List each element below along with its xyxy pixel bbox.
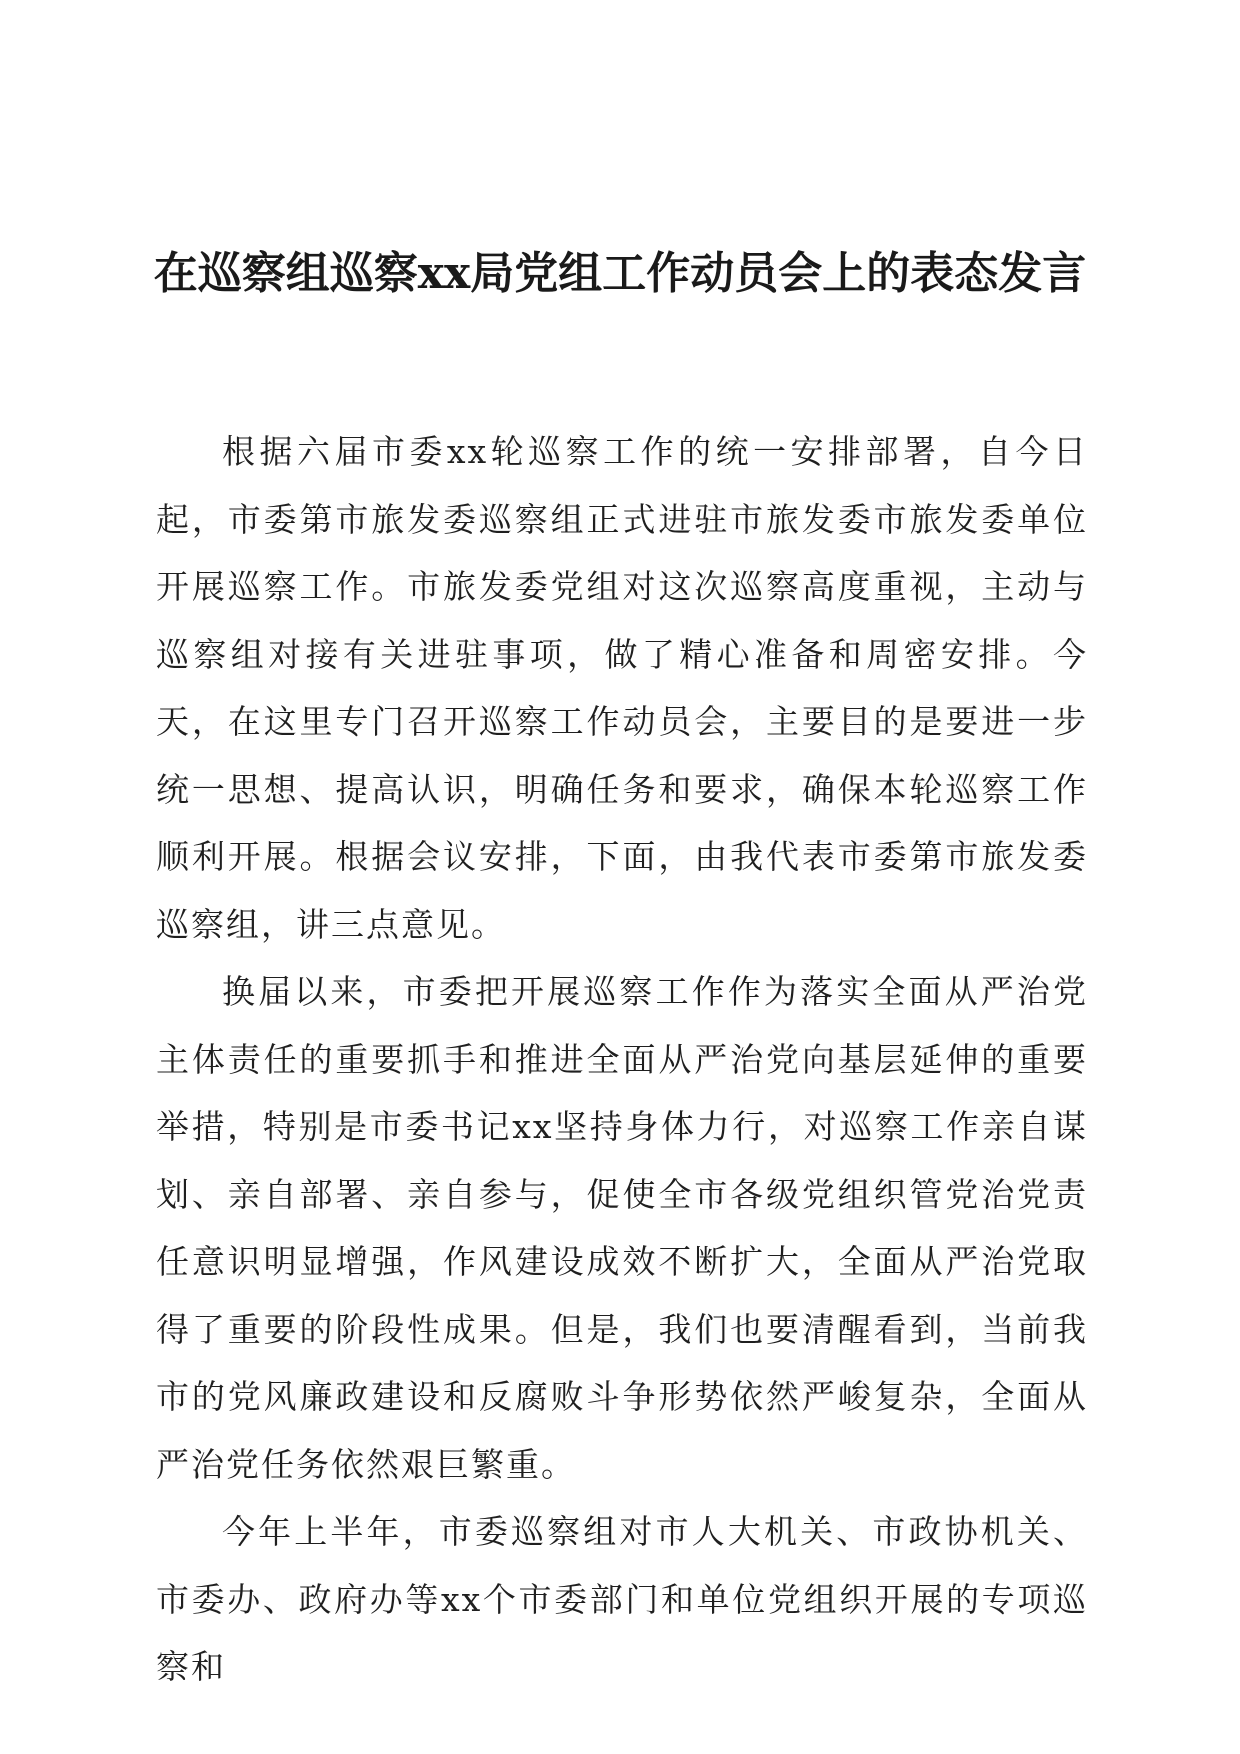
paragraph-2: 换届以来，市委把开展巡察工作作为落实全面从严治党主体责任的重要抓手和推进全面从严治党向基层延伸的重要举措，特别是市委书记xx坚持身体力行，对巡察工作亲自谋划、亲自部署、亲自参与，促使全市各级党组织管党治党责任意识明显增强，作风建设成效不断扩大，全面从严治党取得了重要的阶段性成果。但是，我们也要清醒看到，当前我市的党风廉政建设和反腐败斗争形势依然严峻复杂，全面从严治党任务依然艰巨繁重。: [156, 972, 1088, 1484]
document-body: [156, 418, 1088, 1701]
document-title: 在巡察组巡察xx局党组工作动员会上的表态发言: [153, 248, 1087, 299]
paragraph-1: 根据六届市委xx轮巡察工作的统一安排部署，自今日起，市委第市旅发委巡察组正式进驻市旅发委市旅发委单位开展巡察工作。市旅发委党组对这次巡察高度重视，主动与巡察组对接有关进驻事项，做了精心准备和周密安排。今天，在这里专门召开巡察工作动员会，主要目的是要进一步统一思想、提高认识，明确任务和要求，确保本轮巡察工作顺利开展。根据会议安排，下面，由我代表市委第市旅发委巡察组，讲三点意见。: [156, 432, 1088, 944]
paragraph-3: 今年上半年，市委巡察组对市人大机关、市政协机关、市委办、政府办等xx个市委部门和单位党组织开展的专项巡察和: [156, 1512, 1088, 1686]
